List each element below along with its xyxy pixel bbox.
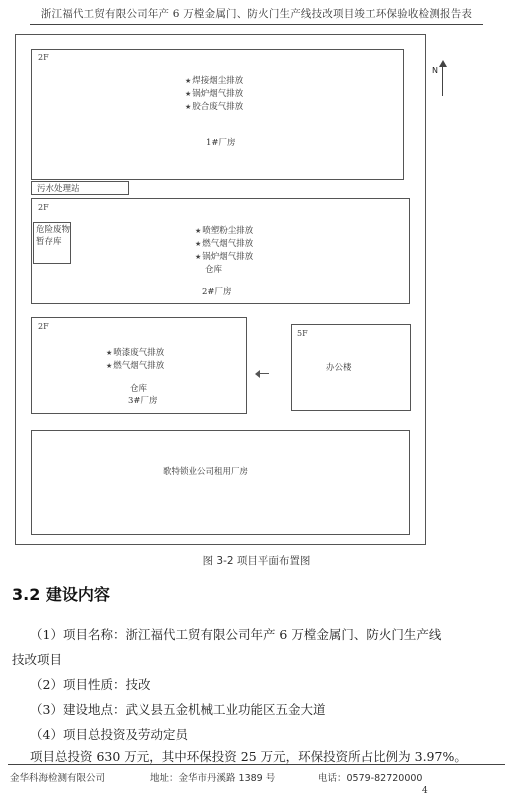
office-floor: 5F (297, 329, 308, 338)
sewage-station-label: 污水处理站 (37, 184, 80, 194)
star-icon: ★ (185, 77, 192, 85)
building-3-warehouse: 仓库 (130, 384, 148, 394)
arrow-left-icon (255, 370, 269, 378)
item-1-line-2: 技改项目 (12, 652, 63, 667)
building-3-emission-2: ★燃气烟气排放 (106, 361, 165, 371)
page-header: 浙江福代工贸有限公司年产 6 万樘金属门、防火门生产线技改项目竣工环保验收检测报告表 (40, 8, 473, 20)
building-2-emission-3: ★锅炉烟气排放 (195, 252, 254, 262)
building-2-emission-2: ★燃气烟气排放 (195, 239, 254, 249)
building-2-floor: 2F (38, 203, 49, 212)
building-1-emission-1: ★焊接烟尘排放 (185, 76, 244, 86)
hazardous-waste-store-label: 危险废物暂存库 (36, 225, 71, 247)
building-2-name: 2#厂房 (202, 287, 232, 297)
star-icon: ★ (195, 240, 202, 248)
figure-caption: 图 3-2 项目平面布置图 (202, 555, 311, 567)
building-2-warehouse: 仓库 (205, 265, 223, 275)
star-icon: ★ (106, 349, 113, 357)
north-label: N (432, 66, 438, 75)
star-icon: ★ (185, 90, 192, 98)
building-1-emission-2: ★锅炉烟气排放 (185, 89, 244, 99)
section-heading: 3.2 建设内容 (12, 585, 110, 604)
star-icon: ★ (195, 227, 202, 235)
item-4: （4）项目总投资及劳动定员 (30, 727, 188, 742)
star-icon: ★ (185, 103, 192, 111)
building-3-floor: 2F (38, 322, 49, 331)
building-1-emission-3: ★胶合废气排放 (185, 102, 244, 112)
item-1-line-1: （1）项目名称：浙江福代工贸有限公司年产 6 万樘金属门、防火门生产线 (30, 627, 442, 642)
building-3-name: 3#厂房 (128, 396, 158, 406)
rental-building (31, 430, 410, 535)
item-2: （2）项目性质：技改 (30, 677, 151, 692)
building-3-emission-1: ★喷漆废气排放 (106, 348, 165, 358)
building-1-name: 1#厂房 (206, 138, 236, 148)
north-arrow-icon (432, 60, 446, 100)
star-icon: ★ (195, 253, 202, 261)
building-1 (31, 49, 404, 180)
star-icon: ★ (106, 362, 113, 370)
investment-text: 项目总投资 630 万元，其中环保投资 25 万元，环保投资所占比例为 3.97%。 (30, 749, 467, 764)
footer-company: 金华科海检测有限公司 (10, 773, 106, 784)
item-3: （3）建设地点：武义县五金机械工业功能区五金大道 (30, 702, 326, 717)
footer-rule (8, 764, 505, 765)
footer-address: 地址：金华市丹溪路 1389 号 (150, 773, 276, 784)
rental-building-name: 歌特锁业公司租用厂房 (163, 467, 249, 477)
office-name: 办公楼 (326, 363, 352, 373)
building-1-floor: 2F (38, 53, 49, 62)
page-number: 4 (422, 786, 428, 796)
building-2-emission-1: ★喷塑粉尘排放 (195, 226, 254, 236)
footer-phone: 电话：0579-82720000 (318, 773, 423, 784)
